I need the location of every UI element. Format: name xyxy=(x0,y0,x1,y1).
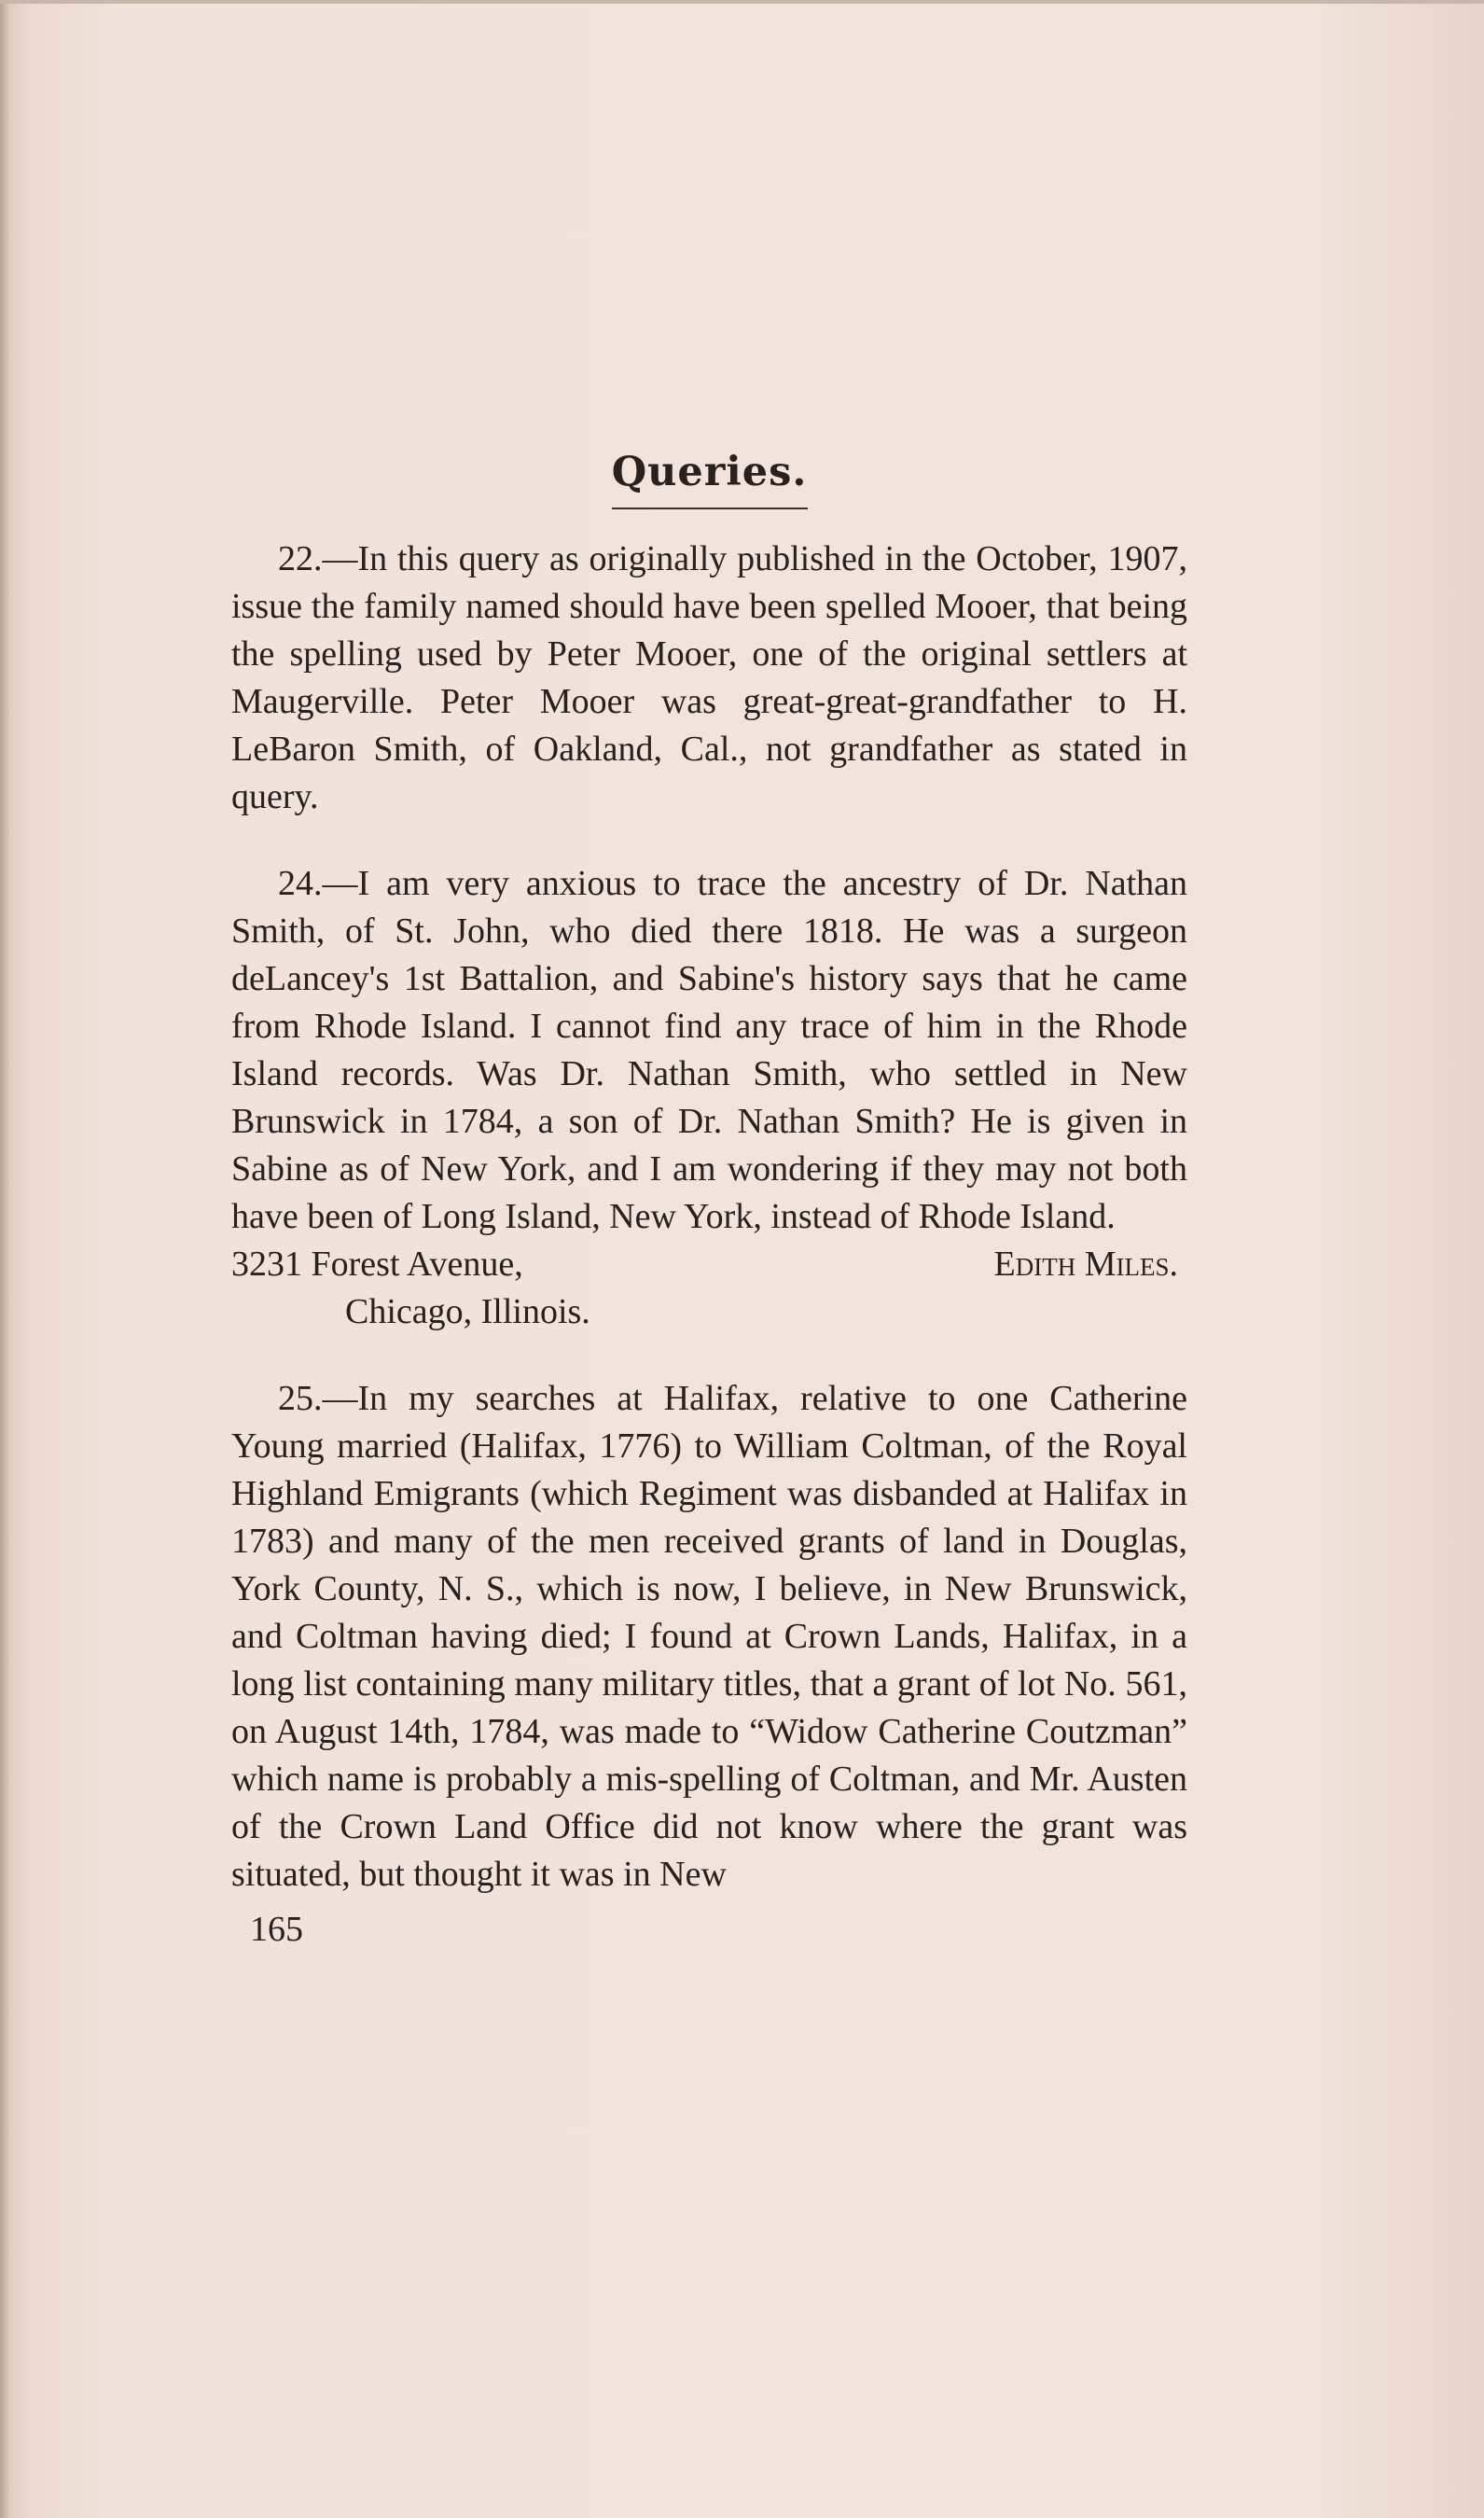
paragraph-gap xyxy=(231,1336,1187,1375)
title-rule xyxy=(612,508,808,509)
page-number: 165 xyxy=(250,1910,303,1949)
page-title: Queries. xyxy=(611,449,808,495)
query-24: 24.—I am very anxious to trace the ancestry of Dr. Nathan Smith, of St. John, who died there 1818. He was a surgeon deLancey's 1st Battalion, and Sabine's history says that he came from Rhode Island. I cannot find any trace of him in the Rhode Island records. Was Dr. Nathan Smith, who settled in New Brunswick in 1784, a son of Dr. Nathan Smith? He is given in Sabine as of New York, and I am wondering if they may not both have been of Long Island, New York, instead of Rhode Island. xyxy=(231,864,1187,1236)
query-25: 25.—In my searches at Halifax, relative to one Catherine Young married (Halifax, 1776) to William Coltman, of the Royal Highland Emigrants (which Regiment was disbanded at Halifax in 1783) and many of the men received grants of land in Douglas, York County, N. S., which is now, I believe, in New Brunswick, and Coltman having died; I found at Crown Lands, Halifax, in a long list containing many military titles, that a grant of lot No. 561, on August 14th, 1784, was made to “Widow Catherine Coutzman” which name is probably a mis-spelling of Coltman, and Mr. Austen of the Crown Land Office did not know where the grant was situated, but thought it was in New xyxy=(231,1379,1187,1894)
address-street: 3231 Forest Avenue, xyxy=(231,1245,523,1284)
signature-row xyxy=(231,1241,1187,1288)
top-edge xyxy=(0,0,1484,4)
binding-edge xyxy=(0,0,9,2518)
address-city: Chicago, Illinois. xyxy=(345,1292,590,1331)
text-block xyxy=(231,429,1187,1954)
signature-name: Edith Miles. xyxy=(993,1245,1178,1284)
paragraph-gap xyxy=(231,821,1187,860)
query-22: 22.—In this query as originally published in the October, 1907, issue the family named should have been spelled Mooer, that being the spelling used by Peter Mooer, one of the original settlers at Maugerville. Peter Mooer was great-great-grandfather to H. LeBaron Smith, of Oakland, Cal., not grandfather as stated in query. xyxy=(231,539,1187,816)
